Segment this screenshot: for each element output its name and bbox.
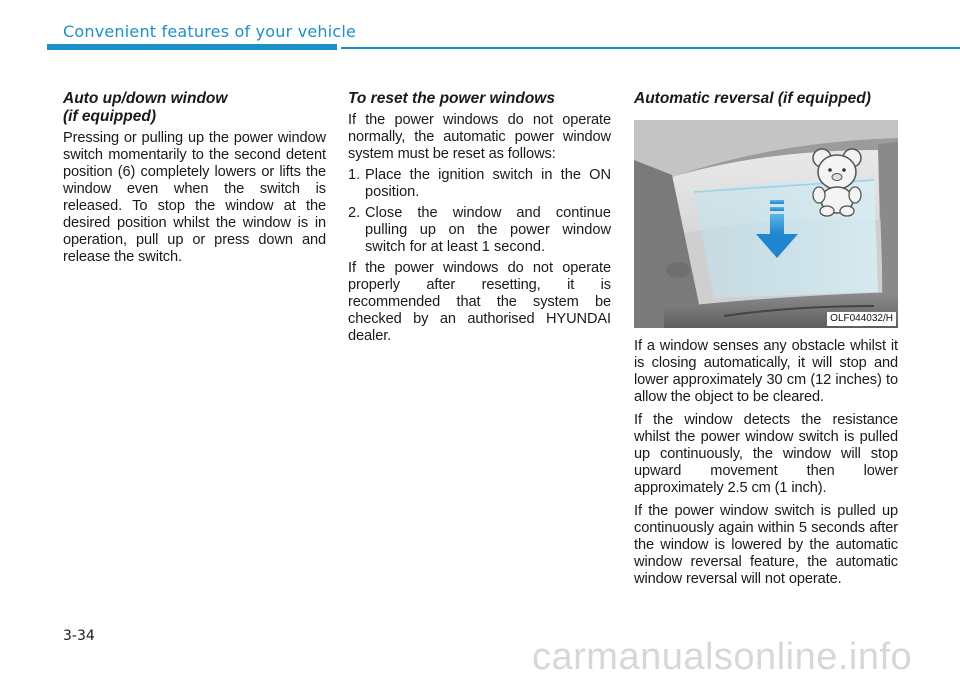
window-obstacle-illustration bbox=[634, 120, 898, 328]
column-auto-up-down bbox=[63, 90, 326, 270]
reset-intro: If the power windows do not operate normally, the automatic power window system must be reset as follows: bbox=[348, 112, 611, 162]
column-reset-windows bbox=[348, 90, 611, 349]
figure-code: OLF044032/H bbox=[827, 312, 896, 326]
heading-auto-reversal: Automatic reversal (if equipped) bbox=[634, 90, 871, 107]
figure-window-obstacle bbox=[634, 120, 898, 328]
auto-reversal-para-2: If the window detects the resistance whilst the power window switch is pulled up continuously, the window will stop upward movement then lower approximately 2.5 cm (1 inch). bbox=[634, 412, 898, 496]
watermark: carmanualsonline.info bbox=[532, 636, 913, 678]
auto-up-down-body: Pressing or pulling up the power window switch momentarily to the second detent position (6) completely lowers or lifts the window even when the switch is released. To stop the window at the desired position whilst the window is in operation, pull up or press down and release the switch. bbox=[63, 130, 326, 265]
heading-line-1: Auto up/down window bbox=[63, 90, 228, 107]
reset-step-1 bbox=[348, 167, 611, 201]
reset-step-2 bbox=[348, 205, 611, 256]
reset-outro: If the power windows do not operate properly after resetting, it is recommended that the system be checked by an authorised HYUNDAI dealer. bbox=[348, 260, 611, 344]
heading-auto-up-down bbox=[63, 90, 326, 126]
heading-reset-windows: To reset the power windows bbox=[348, 90, 555, 107]
heading-line-2: (if equipped) bbox=[63, 108, 156, 125]
column-auto-reversal bbox=[634, 90, 898, 592]
auto-reversal-para-1: If a window senses any obstacle whilst it is closing automatically, it will stop and lower approximately 30 cm (12 inches) to allow the object to be cleared. bbox=[634, 338, 898, 405]
header-rule-thick bbox=[47, 44, 337, 50]
section-title: Convenient features of your vehicle bbox=[63, 22, 357, 41]
step-number: 1. bbox=[348, 167, 361, 183]
header-rule-thin bbox=[341, 47, 960, 49]
auto-reversal-para-3: If the power window switch is pulled up continuously again within 5 seconds after the window is lowered by the automatic window reversal feature, the automatic window reversal will not operate. bbox=[634, 503, 898, 587]
step-number: 2. bbox=[348, 205, 361, 221]
step-text: Close the window and continue pulling up on the power window switch for at least 1 second. bbox=[365, 205, 611, 255]
step-text: Place the ignition switch in the ON position. bbox=[365, 167, 611, 200]
page-number: 3-34 bbox=[63, 628, 95, 644]
